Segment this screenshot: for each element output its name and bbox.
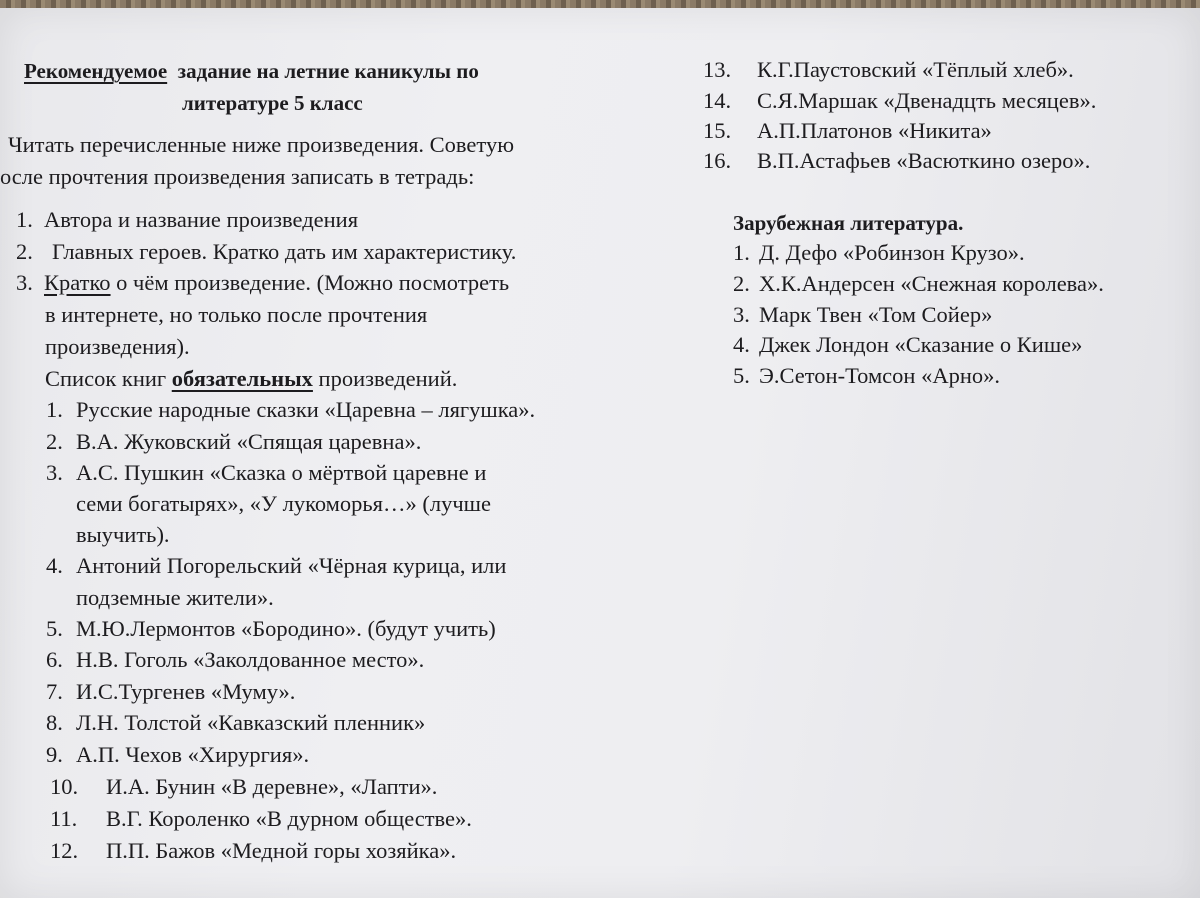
book-number: 15. [703, 118, 732, 143]
book-text: А.П.Платонов «Никита» [757, 118, 992, 143]
book-item [703, 86, 1096, 116]
foreign-item [733, 300, 992, 330]
book-item [46, 427, 421, 457]
foreign-number: 3. [733, 302, 750, 327]
foreign-number: 5. [733, 363, 750, 388]
foreign-item [733, 269, 1104, 299]
book-text-cont: подземные жители». [76, 585, 274, 610]
book-item [46, 614, 496, 644]
foreign-number: 2. [733, 271, 750, 296]
heading-underlined-word: Рекомендуемое [24, 59, 168, 83]
foreign-text: Х.К.Андерсен «Снежная королева». [759, 271, 1104, 296]
book-text: Русские народные сказки «Царевна – лягушка». [76, 397, 536, 422]
step-text: о чём произведение. (Можно посмотреть [116, 270, 510, 295]
book-item [46, 458, 486, 488]
book-item [50, 836, 456, 866]
step-3-cont-2: произведения). [45, 334, 190, 359]
book-text: Н.В. Гоголь «Заколдованное место». [76, 647, 425, 672]
book-text: Антоний Погорельский «Чёрная курица, или [76, 553, 507, 578]
heading-line-2: литературе 5 класс [182, 91, 363, 115]
step-1 [16, 205, 358, 235]
book-number: 14. [703, 88, 732, 113]
book-text: А.С. Пушкин «Сказка о мёртвой царевне и [76, 460, 487, 485]
foreign-title: Зарубежная литература. [733, 211, 964, 235]
book-item [46, 677, 295, 707]
book-text-cont: семи богатырях», «У лукоморья…» (лучше [76, 491, 491, 516]
required-pre: Список книг [45, 366, 167, 391]
book-item [50, 804, 472, 834]
book-number: 8. [46, 710, 63, 735]
book-number: 12. [50, 838, 79, 863]
foreign-item [733, 238, 1025, 268]
book-number: 11. [50, 806, 78, 831]
book-text: В.П.Астафьев «Васюткино озеро». [757, 148, 1091, 173]
step-text: Автора и название произведения [44, 207, 359, 232]
book-item [703, 116, 992, 146]
heading-line-1 [24, 57, 479, 85]
step-2 [16, 237, 516, 267]
book-number: 9. [46, 742, 63, 767]
foreign-text: Джек Лондон «Сказание о Кише» [759, 332, 1083, 357]
book-text: Л.Н. Толстой «Кавказский пленник» [76, 710, 426, 735]
foreign-text: Э.Сетон-Томсон «Арно». [759, 363, 1000, 388]
required-heading [45, 364, 457, 394]
step-3-cont-1: в интернете, но только после прочтения [45, 302, 428, 327]
foreign-item [733, 361, 1000, 391]
book-text-cont: выучить). [76, 522, 170, 547]
intro-line-2: осле прочтения произведения записать в тетрадь: [0, 164, 475, 189]
book-item [46, 395, 535, 425]
step-number: 3. [16, 270, 33, 295]
book-item [50, 772, 437, 802]
book-item [46, 551, 506, 581]
book-item [703, 146, 1090, 176]
book-number: 7. [46, 679, 63, 704]
book-item [46, 645, 424, 675]
heading-rest: задание на летние каникулы по [177, 59, 479, 83]
foreign-item [733, 330, 1082, 360]
book-item [46, 740, 309, 770]
step-underlined-word: Кратко [44, 270, 111, 295]
book-text: В.А. Жуковский «Спящая царевна». [76, 429, 422, 454]
foreign-number: 1. [733, 240, 750, 265]
book-number: 3. [46, 460, 63, 485]
book-item [703, 55, 1074, 85]
foreign-number: 4. [733, 332, 750, 357]
book-text: К.Г.Паустовский «Тёплый хлеб». [757, 57, 1074, 82]
book-number: 13. [703, 57, 732, 82]
book-number: 4. [46, 553, 63, 578]
book-number: 10. [50, 774, 79, 799]
book-text: И.А. Бунин «В деревне», «Лапти». [106, 774, 438, 799]
required-emphasis: обязательных [171, 366, 313, 391]
book-number: 1. [46, 397, 63, 422]
step-3 [16, 268, 509, 298]
step-number: 2. [16, 239, 33, 264]
book-text: И.С.Тургенев «Муму». [76, 679, 296, 704]
book-number: 5. [46, 616, 63, 641]
book-text: А.П. Чехов «Хирургия». [76, 742, 310, 767]
book-item [46, 708, 425, 738]
intro-line-1: Читать перечисленные ниже произведения. Советую [8, 132, 515, 157]
book-number: 16. [703, 148, 732, 173]
book-text: С.Я.Маршак «Двенадцть месяцев». [757, 88, 1097, 113]
book-number: 2. [46, 429, 63, 454]
book-text: В.Г. Короленко «В дурном обществе». [106, 806, 472, 831]
book-text: П.П. Бажов «Медной горы хозяйка». [106, 838, 457, 863]
step-number: 1. [16, 207, 33, 232]
book-number: 6. [46, 647, 63, 672]
foreign-text: Д. Дефо «Робинзон Крузо». [759, 240, 1025, 265]
required-post: произведений. [318, 366, 458, 391]
book-text: М.Ю.Лермонтов «Бородино». (будут учить) [76, 616, 496, 641]
step-text: Главных героев. Кратко дать им характеристику. [52, 239, 517, 264]
foreign-text: Марк Твен «Том Сойер» [759, 302, 993, 327]
